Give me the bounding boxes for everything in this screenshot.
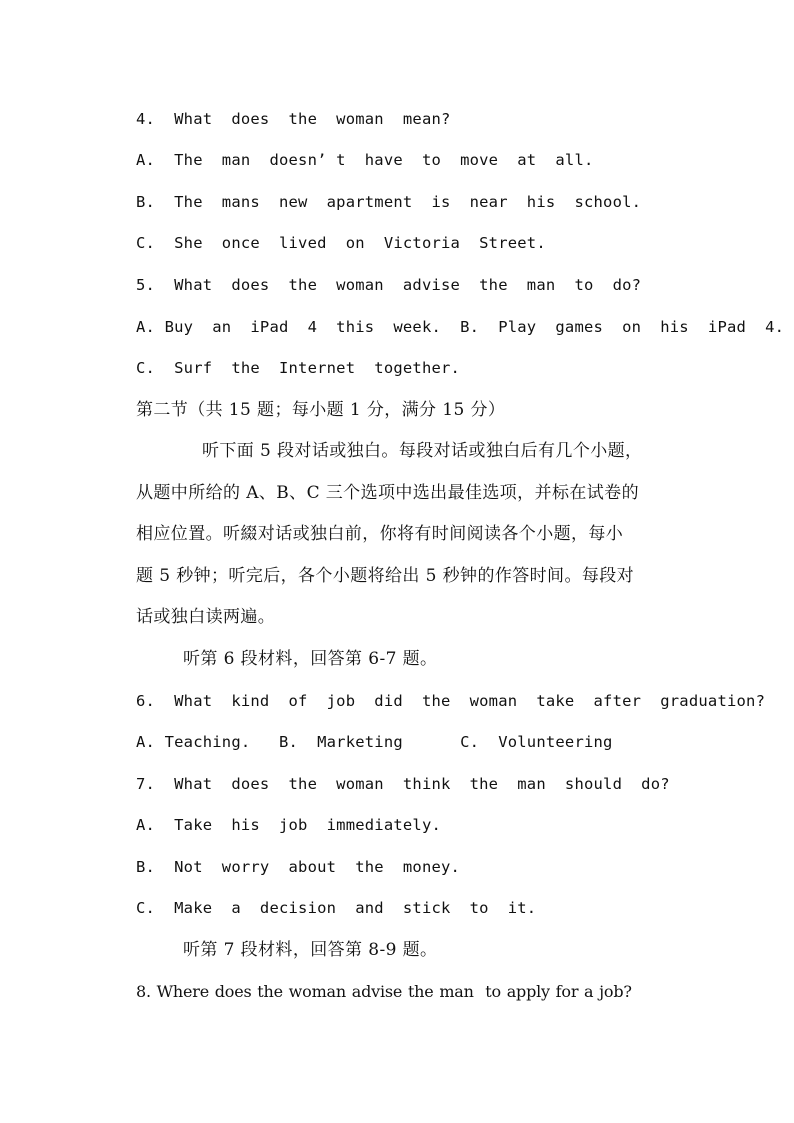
instructions-line-2: 从题中所给的 A、B、C 三个选项中选出最佳选项，并标在试卷的 bbox=[136, 483, 639, 503]
question-6: 6. What kind of job did the woman take after graduation? bbox=[136, 692, 766, 710]
question-7-option-a: A. Take his job immediately. bbox=[136, 816, 442, 834]
question-7-option-c: C. Make a decision and stick to it. bbox=[136, 899, 537, 917]
question-7-option-b: B. Not worry about the money. bbox=[136, 858, 461, 876]
instructions-line-4: 题 5 秒钟；听完后，各个小题将给出 5 秒钟的作答时间。每段对 bbox=[136, 566, 635, 586]
question-4: 4. What does the woman mean? bbox=[136, 110, 451, 128]
question-4-option-c: C. She once lived on Victoria Street. bbox=[136, 234, 546, 252]
section-heading: 第二节（共 15 题；每小题 1 分，满分 15 分） bbox=[136, 400, 506, 420]
material-6-heading: 听第 6 段材料，回答第 6-7 题。 bbox=[183, 649, 438, 669]
instructions-line-1: 听下面 5 段对话或独白。每段对话或独白后有几个小题， bbox=[202, 441, 643, 461]
question-7: 7. What does the woman think the man should do? bbox=[136, 775, 670, 793]
question-6-options: A. Teaching. B. Marketing C. Volunteering bbox=[136, 733, 613, 751]
instructions-line-5: 话或独白读两遍。 bbox=[136, 607, 276, 627]
question-8: 8. Where does the woman advise the man to apply for a job? bbox=[136, 982, 632, 1001]
material-7-heading: 听第 7 段材料，回答第 8-9 题。 bbox=[183, 940, 438, 960]
instructions-line-3: 相应位置。听綴对话或独白前，你将有时间阅读各个小题，每小 bbox=[136, 524, 624, 544]
question-5: 5. What does the woman advise the man to do? bbox=[136, 276, 642, 294]
question-5-options-ab: A. Buy an iPad 4 this week. B. Play games on his iPad 4. bbox=[136, 318, 785, 336]
question-4-option-a: A. The man doesn’ t have to move at all. bbox=[136, 151, 594, 169]
question-5-option-c: C. Surf the Internet together. bbox=[136, 359, 461, 377]
question-4-option-b: B. The mans new apartment is near his school. bbox=[136, 193, 642, 211]
